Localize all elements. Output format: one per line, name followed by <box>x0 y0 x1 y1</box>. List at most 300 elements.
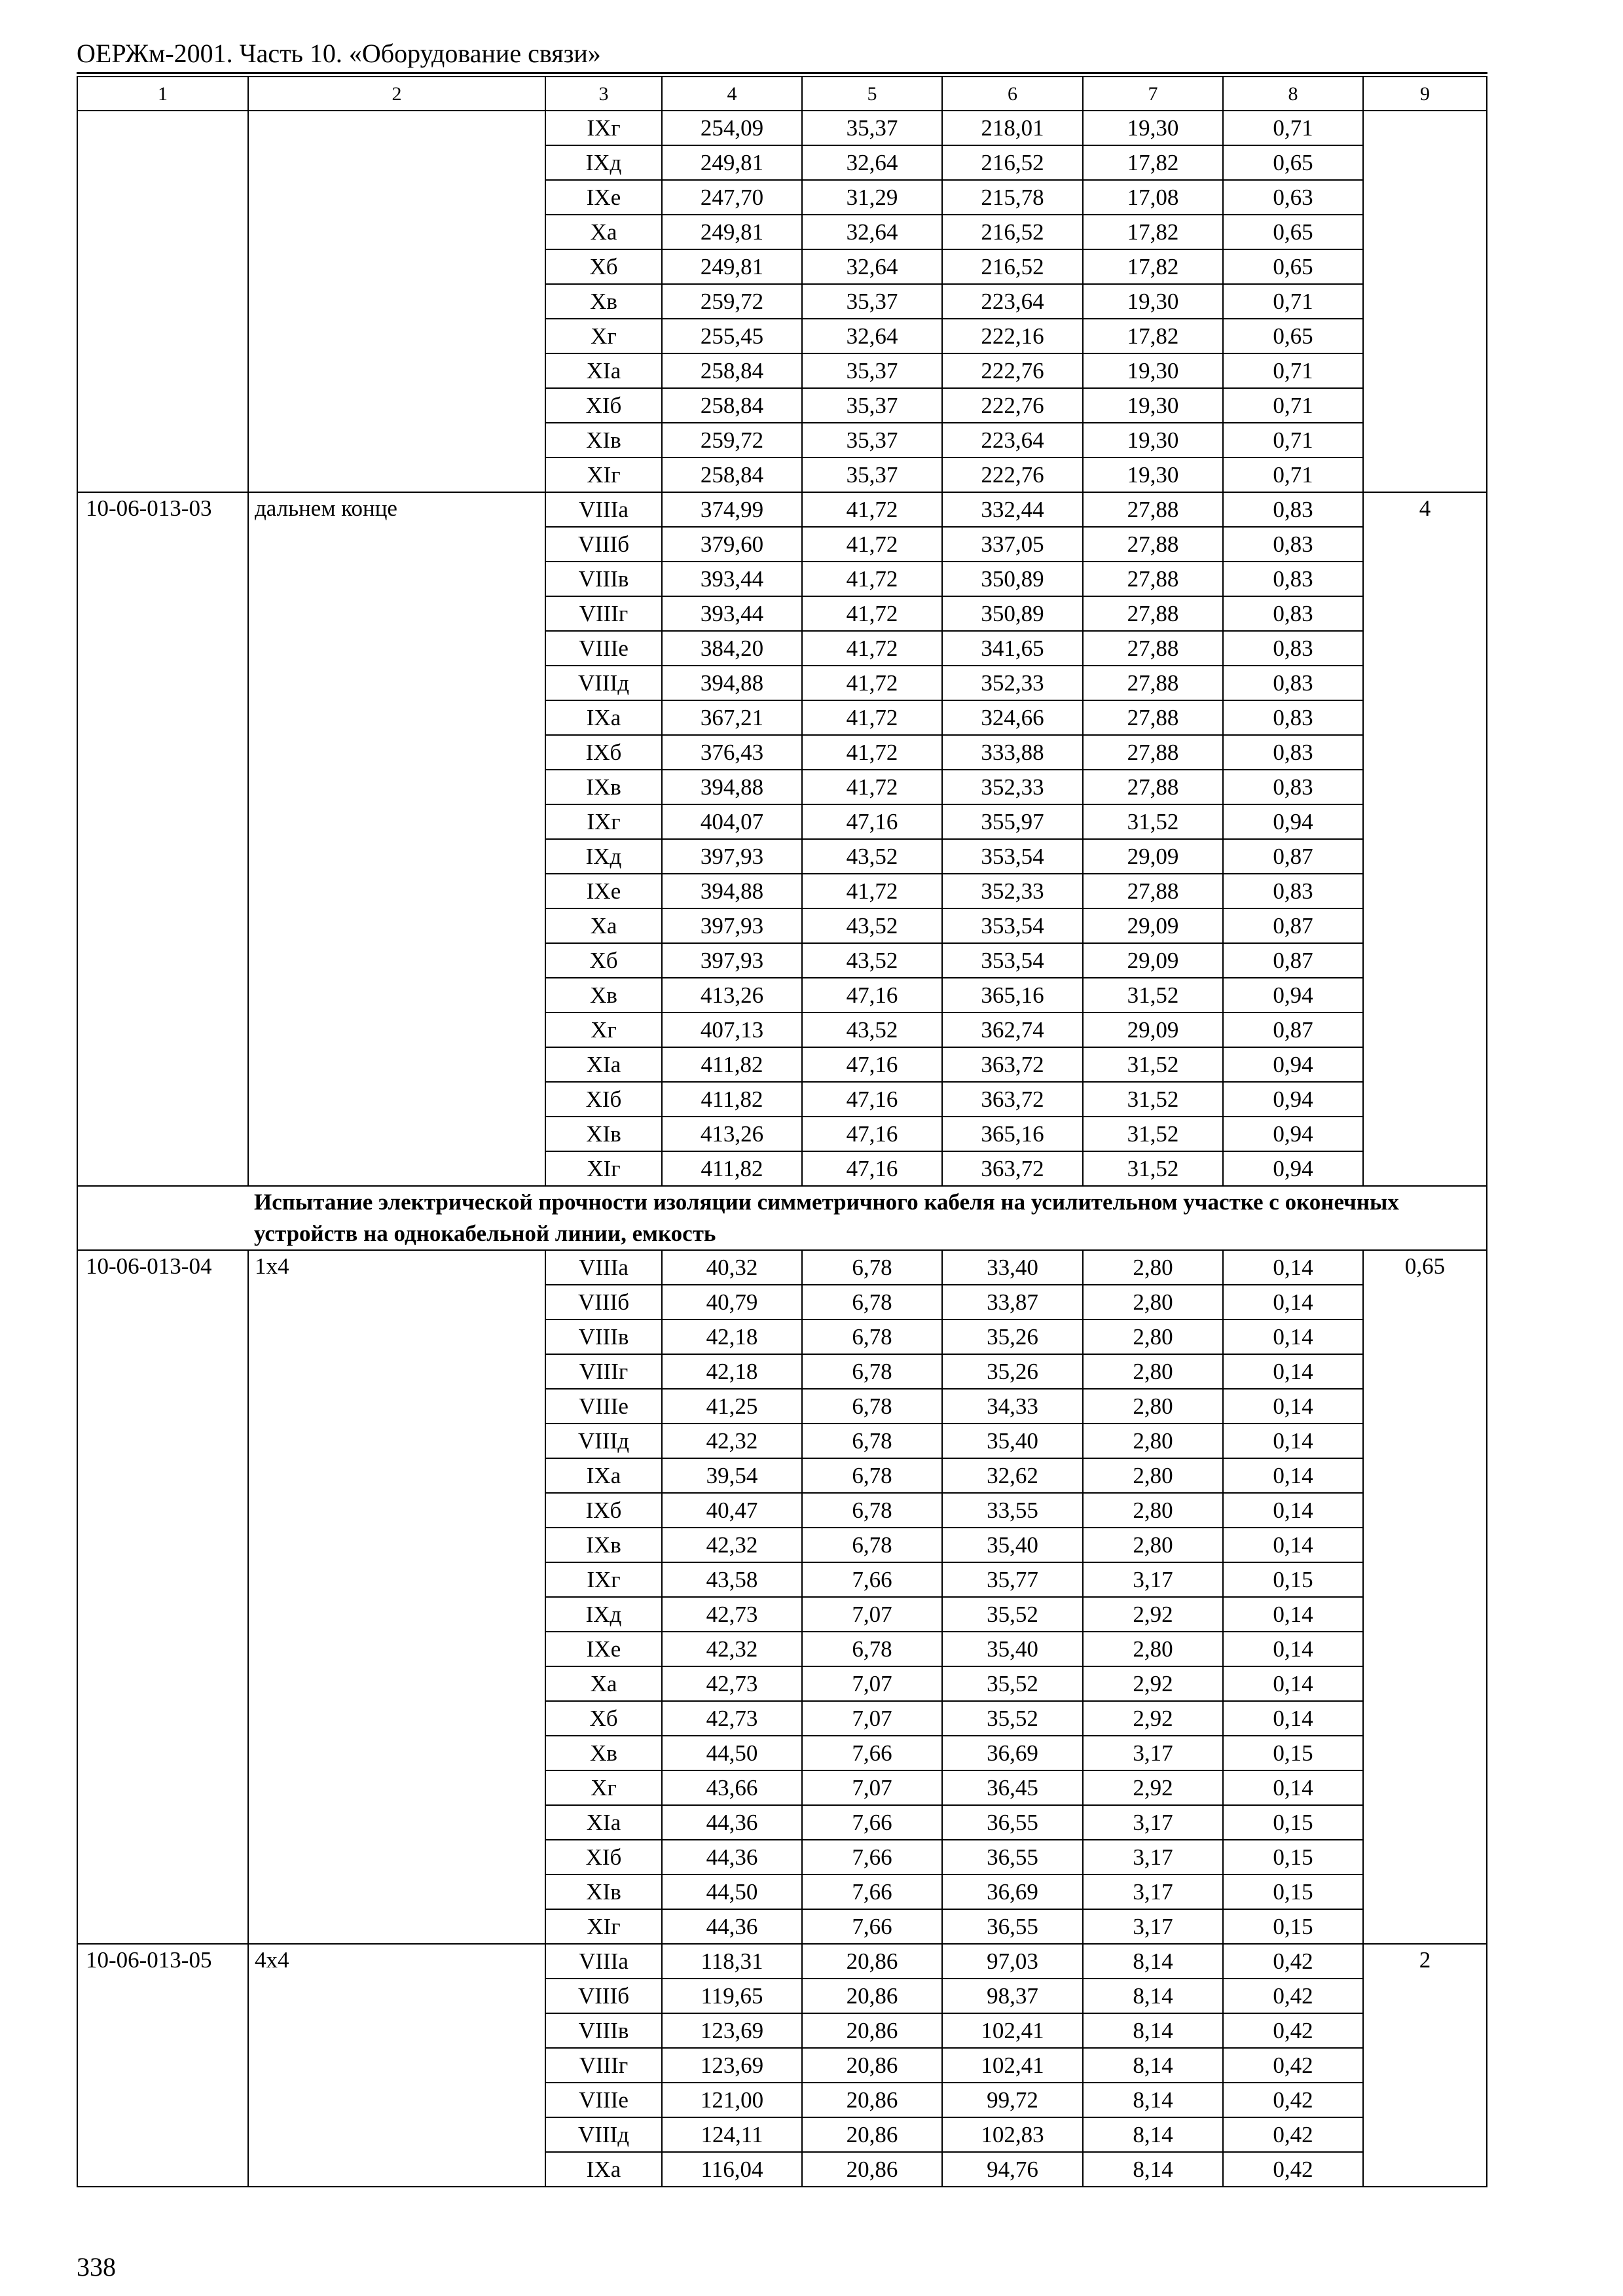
value-cell: 2,92 <box>1083 1666 1223 1701</box>
value-cell: 0,14 <box>1223 1493 1363 1528</box>
value-cell: 352,33 <box>942 874 1083 908</box>
value-cell: 20,86 <box>802 2117 942 2152</box>
value-cell: 44,36 <box>662 1805 802 1840</box>
value-cell: 0,15 <box>1223 1874 1363 1909</box>
value-cell: 27,88 <box>1083 700 1223 735</box>
value-cell: 43,52 <box>802 839 942 874</box>
zone-cell: Xа <box>545 215 662 249</box>
value-cell: 35,26 <box>942 1354 1083 1389</box>
value-cell: 0,42 <box>1223 1979 1363 2013</box>
value-cell: 27,88 <box>1083 596 1223 631</box>
value-cell: 31,52 <box>1083 1047 1223 1082</box>
value-cell: 19,30 <box>1083 353 1223 388</box>
value-cell: 352,33 <box>942 666 1083 700</box>
value-cell: 355,97 <box>942 804 1083 839</box>
value-cell: 35,52 <box>942 1701 1083 1736</box>
zone-cell: IXг <box>545 111 662 145</box>
value-cell: 365,16 <box>942 1117 1083 1151</box>
value-cell: 6,78 <box>802 1285 942 1319</box>
value-cell: 123,69 <box>662 2013 802 2048</box>
value-cell: 31,52 <box>1083 804 1223 839</box>
value-cell: 337,05 <box>942 527 1083 562</box>
value-cell: 43,52 <box>802 943 942 978</box>
value-cell: 44,36 <box>662 1909 802 1944</box>
value-cell: 215,78 <box>942 180 1083 215</box>
value-cell: 3,17 <box>1083 1840 1223 1874</box>
value-cell: 99,72 <box>942 2083 1083 2117</box>
value-cell: 35,77 <box>942 1562 1083 1597</box>
value-cell: 0,83 <box>1223 631 1363 666</box>
value-cell: 6,78 <box>802 1632 942 1666</box>
value-cell: 374,99 <box>662 492 802 527</box>
value-cell: 33,55 <box>942 1493 1083 1528</box>
zone-cell: Xг <box>545 1770 662 1805</box>
value-cell: 27,88 <box>1083 666 1223 700</box>
value-cell: 0,14 <box>1223 1458 1363 1493</box>
zone-cell: XIв <box>545 423 662 457</box>
value-cell: 47,16 <box>802 1082 942 1117</box>
value-cell: 2,80 <box>1083 1389 1223 1424</box>
zone-cell: IXе <box>545 1632 662 1666</box>
page-header: ОЕРЖм-2001. Часть 10. «Оборудование связи» <box>77 39 601 68</box>
value-cell: 397,93 <box>662 943 802 978</box>
value-cell: 7,07 <box>802 1701 942 1736</box>
zone-cell: VIIIд <box>545 666 662 700</box>
value-cell: 363,72 <box>942 1082 1083 1117</box>
value-cell: 0,87 <box>1223 839 1363 874</box>
column-number: 7 <box>1083 77 1223 111</box>
value-cell: 2,92 <box>1083 1770 1223 1805</box>
value-cell: 47,16 <box>802 1117 942 1151</box>
value-cell: 44,50 <box>662 1736 802 1770</box>
value-cell: 216,52 <box>942 249 1083 284</box>
value-cell: 3,17 <box>1083 1805 1223 1840</box>
value-cell: 29,09 <box>1083 839 1223 874</box>
value-cell: 31,52 <box>1083 1082 1223 1117</box>
value-cell: 6,78 <box>802 1389 942 1424</box>
value-cell: 27,88 <box>1083 770 1223 804</box>
value-cell: 350,89 <box>942 562 1083 596</box>
value-cell: 0,83 <box>1223 596 1363 631</box>
value-cell: 35,37 <box>802 457 942 492</box>
value-cell: 19,30 <box>1083 111 1223 145</box>
value-cell: 384,20 <box>662 631 802 666</box>
value-cell: 8,14 <box>1083 2048 1223 2083</box>
value-cell: 0,14 <box>1223 1250 1363 1285</box>
value-cell: 259,72 <box>662 423 802 457</box>
value-cell: 3,17 <box>1083 1909 1223 1944</box>
value-cell: 35,52 <box>942 1666 1083 1701</box>
zone-cell: XIб <box>545 1840 662 1874</box>
value-cell: 2,80 <box>1083 1250 1223 1285</box>
value-cell: 2,80 <box>1083 1493 1223 1528</box>
value-cell: 394,88 <box>662 666 802 700</box>
column-9-value: 2 <box>1363 1944 1487 2187</box>
value-cell: 42,73 <box>662 1666 802 1701</box>
zone-cell: IXд <box>545 839 662 874</box>
value-cell: 17,82 <box>1083 145 1223 180</box>
zone-cell: XIб <box>545 388 662 423</box>
value-cell: 33,87 <box>942 1285 1083 1319</box>
value-cell: 32,64 <box>802 249 942 284</box>
value-cell: 0,94 <box>1223 1117 1363 1151</box>
value-cell: 223,64 <box>942 284 1083 319</box>
value-cell: 222,76 <box>942 353 1083 388</box>
value-cell: 41,72 <box>802 596 942 631</box>
value-cell: 42,32 <box>662 1424 802 1458</box>
value-cell: 0,94 <box>1223 978 1363 1013</box>
value-cell: 0,71 <box>1223 423 1363 457</box>
value-cell: 47,16 <box>802 1047 942 1082</box>
value-cell: 6,78 <box>802 1424 942 1458</box>
zone-cell: Xа <box>545 1666 662 1701</box>
zone-cell: IXв <box>545 770 662 804</box>
zone-cell: Xб <box>545 943 662 978</box>
column-number: 6 <box>942 77 1083 111</box>
value-cell: 2,80 <box>1083 1458 1223 1493</box>
value-cell: 41,72 <box>802 735 942 770</box>
value-cell: 254,09 <box>662 111 802 145</box>
value-cell: 0,42 <box>1223 2152 1363 2187</box>
value-cell: 3,17 <box>1083 1874 1223 1909</box>
value-cell: 36,45 <box>942 1770 1083 1805</box>
zone-cell: IXд <box>545 145 662 180</box>
value-cell: 43,52 <box>802 908 942 943</box>
value-cell: 258,84 <box>662 353 802 388</box>
value-cell: 0,87 <box>1223 908 1363 943</box>
column-number: 4 <box>662 77 802 111</box>
zone-cell: VIIIб <box>545 1285 662 1319</box>
value-cell: 39,54 <box>662 1458 802 1493</box>
value-cell: 7,07 <box>802 1770 942 1805</box>
value-cell: 29,09 <box>1083 908 1223 943</box>
value-cell: 413,26 <box>662 1117 802 1151</box>
value-cell: 43,58 <box>662 1562 802 1597</box>
value-cell: 102,83 <box>942 2117 1083 2152</box>
value-cell: 36,69 <box>942 1736 1083 1770</box>
section-title: Испытание электрической прочности изоляции симметричного кабеля на усилительном участке с оконечных устройств на однокабельной линии, емкость <box>248 1186 1487 1250</box>
value-cell: 0,14 <box>1223 1528 1363 1562</box>
value-cell: 32,64 <box>802 319 942 353</box>
rate-code: 10-06-013-04 <box>77 1250 248 1944</box>
value-cell: 27,88 <box>1083 527 1223 562</box>
rate-code: 10-06-013-05 <box>77 1944 248 2187</box>
value-cell: 0,14 <box>1223 1597 1363 1632</box>
value-cell: 31,52 <box>1083 978 1223 1013</box>
value-cell: 352,33 <box>942 770 1083 804</box>
value-cell: 40,32 <box>662 1250 802 1285</box>
value-cell: 42,18 <box>662 1319 802 1354</box>
value-cell: 0,83 <box>1223 562 1363 596</box>
zone-cell: Xб <box>545 1701 662 1736</box>
value-cell: 0,42 <box>1223 1944 1363 1979</box>
value-cell: 41,72 <box>802 492 942 527</box>
zone-cell: Xг <box>545 319 662 353</box>
value-cell: 41,72 <box>802 770 942 804</box>
value-cell: 35,37 <box>802 353 942 388</box>
zone-cell: IXд <box>545 1597 662 1632</box>
value-cell: 17,82 <box>1083 319 1223 353</box>
value-cell: 333,88 <box>942 735 1083 770</box>
value-cell: 118,31 <box>662 1944 802 1979</box>
zone-cell: VIIIв <box>545 1319 662 1354</box>
value-cell: 8,14 <box>1083 2117 1223 2152</box>
value-cell: 0,15 <box>1223 1840 1363 1874</box>
value-cell: 259,72 <box>662 284 802 319</box>
value-cell: 324,66 <box>942 700 1083 735</box>
value-cell: 35,52 <box>942 1597 1083 1632</box>
value-cell: 0,42 <box>1223 2048 1363 2083</box>
value-cell: 0,65 <box>1223 249 1363 284</box>
column-number: 2 <box>248 77 545 111</box>
zone-cell: IXб <box>545 1493 662 1528</box>
value-cell: 98,37 <box>942 1979 1083 2013</box>
value-cell: 119,65 <box>662 1979 802 2013</box>
value-cell: 47,16 <box>802 1151 942 1186</box>
value-cell: 36,55 <box>942 1840 1083 1874</box>
zone-cell: VIIIб <box>545 1979 662 2013</box>
value-cell: 36,55 <box>942 1805 1083 1840</box>
value-cell: 223,64 <box>942 423 1083 457</box>
value-cell: 8,14 <box>1083 1944 1223 1979</box>
zone-cell: XIв <box>545 1874 662 1909</box>
zone-cell: VIIIа <box>545 492 662 527</box>
zone-cell: VIIIа <box>545 1250 662 1285</box>
value-cell: 397,93 <box>662 839 802 874</box>
value-cell: 35,26 <box>942 1319 1083 1354</box>
value-cell: 8,14 <box>1083 2013 1223 2048</box>
value-cell: 41,72 <box>802 874 942 908</box>
value-cell: 44,36 <box>662 1840 802 1874</box>
value-cell: 247,70 <box>662 180 802 215</box>
value-cell: 19,30 <box>1083 457 1223 492</box>
zone-cell: VIIIе <box>545 631 662 666</box>
value-cell: 216,52 <box>942 145 1083 180</box>
zone-cell: IXе <box>545 874 662 908</box>
value-cell: 19,30 <box>1083 284 1223 319</box>
zone-cell: VIIIг <box>545 596 662 631</box>
zone-cell: IXв <box>545 1528 662 1562</box>
value-cell: 31,52 <box>1083 1117 1223 1151</box>
value-cell: 332,44 <box>942 492 1083 527</box>
column-9-value <box>1363 111 1487 492</box>
value-cell: 222,76 <box>942 388 1083 423</box>
value-cell: 47,16 <box>802 804 942 839</box>
value-cell: 0,15 <box>1223 1736 1363 1770</box>
value-cell: 0,83 <box>1223 666 1363 700</box>
value-cell: 353,54 <box>942 839 1083 874</box>
value-cell: 0,94 <box>1223 1082 1363 1117</box>
zone-cell: XIа <box>545 1047 662 1082</box>
value-cell: 362,74 <box>942 1013 1083 1047</box>
zone-cell: VIIIд <box>545 2117 662 2152</box>
zone-cell: VIIIб <box>545 527 662 562</box>
value-cell: 249,81 <box>662 215 802 249</box>
value-cell: 32,62 <box>942 1458 1083 1493</box>
value-cell: 27,88 <box>1083 735 1223 770</box>
value-cell: 42,18 <box>662 1354 802 1389</box>
column-9-value: 0,65 <box>1363 1250 1487 1944</box>
value-cell: 34,33 <box>942 1389 1083 1424</box>
zone-cell: IXг <box>545 804 662 839</box>
value-cell: 218,01 <box>942 111 1083 145</box>
value-cell: 0,14 <box>1223 1354 1363 1389</box>
value-cell: 0,63 <box>1223 180 1363 215</box>
value-cell: 44,50 <box>662 1874 802 1909</box>
value-cell: 376,43 <box>662 735 802 770</box>
value-cell: 0,83 <box>1223 700 1363 735</box>
value-cell: 0,94 <box>1223 804 1363 839</box>
column-number: 8 <box>1223 77 1363 111</box>
value-cell: 35,37 <box>802 423 942 457</box>
value-cell: 258,84 <box>662 388 802 423</box>
value-cell: 394,88 <box>662 874 802 908</box>
value-cell: 258,84 <box>662 457 802 492</box>
value-cell: 413,26 <box>662 978 802 1013</box>
value-cell: 0,42 <box>1223 2117 1363 2152</box>
zone-cell: IXа <box>545 1458 662 1493</box>
value-cell: 42,73 <box>662 1597 802 1632</box>
value-cell: 222,16 <box>942 319 1083 353</box>
value-cell: 404,07 <box>662 804 802 839</box>
zone-cell: Xа <box>545 908 662 943</box>
value-cell: 3,17 <box>1083 1736 1223 1770</box>
value-cell: 6,78 <box>802 1528 942 1562</box>
value-cell: 20,86 <box>802 2083 942 2117</box>
value-cell: 3,17 <box>1083 1562 1223 1597</box>
value-cell: 0,15 <box>1223 1909 1363 1944</box>
value-cell: 7,66 <box>802 1736 942 1770</box>
value-cell: 7,07 <box>802 1666 942 1701</box>
page-number: 338 <box>77 2252 116 2282</box>
value-cell: 411,82 <box>662 1047 802 1082</box>
rate-name: дальнем конце <box>248 492 545 1186</box>
section-row <box>77 1186 1487 1250</box>
value-cell: 32,64 <box>802 145 942 180</box>
value-cell: 222,76 <box>942 457 1083 492</box>
value-cell: 20,86 <box>802 2048 942 2083</box>
zone-cell: Xб <box>545 249 662 284</box>
value-cell: 42,73 <box>662 1701 802 1736</box>
value-cell: 255,45 <box>662 319 802 353</box>
value-cell: 8,14 <box>1083 2083 1223 2117</box>
zone-cell: VIIIе <box>545 2083 662 2117</box>
value-cell: 40,47 <box>662 1493 802 1528</box>
value-cell: 0,14 <box>1223 1632 1363 1666</box>
table-row <box>77 1250 1487 1285</box>
zone-cell: Xв <box>545 978 662 1013</box>
zone-cell: IXе <box>545 180 662 215</box>
value-cell: 0,83 <box>1223 527 1363 562</box>
zone-cell: VIIIг <box>545 1354 662 1389</box>
value-cell: 94,76 <box>942 2152 1083 2187</box>
value-cell: 6,78 <box>802 1319 942 1354</box>
value-cell: 0,42 <box>1223 2083 1363 2117</box>
value-cell: 0,83 <box>1223 770 1363 804</box>
value-cell: 7,66 <box>802 1562 942 1597</box>
zone-cell: IXг <box>545 1562 662 1597</box>
zone-cell: XIг <box>545 1909 662 1944</box>
zone-cell: XIг <box>545 457 662 492</box>
zone-cell: VIIIа <box>545 1944 662 1979</box>
value-cell: 393,44 <box>662 596 802 631</box>
rate-code <box>77 111 248 492</box>
zone-cell: VIIIд <box>545 1424 662 1458</box>
value-cell: 8,14 <box>1083 1979 1223 2013</box>
value-cell: 379,60 <box>662 527 802 562</box>
value-cell: 6,78 <box>802 1493 942 1528</box>
value-cell: 2,80 <box>1083 1528 1223 1562</box>
value-cell: 17,08 <box>1083 180 1223 215</box>
value-cell: 17,82 <box>1083 249 1223 284</box>
column-number-row <box>77 77 1487 111</box>
value-cell: 6,78 <box>802 1250 942 1285</box>
value-cell: 35,40 <box>942 1424 1083 1458</box>
value-cell: 0,94 <box>1223 1151 1363 1186</box>
value-cell: 41,72 <box>802 562 942 596</box>
value-cell: 0,65 <box>1223 215 1363 249</box>
value-cell: 0,14 <box>1223 1666 1363 1701</box>
value-cell: 35,37 <box>802 388 942 423</box>
value-cell: 0,14 <box>1223 1319 1363 1354</box>
value-cell: 41,72 <box>802 527 942 562</box>
value-cell: 41,72 <box>802 700 942 735</box>
value-cell: 7,66 <box>802 1874 942 1909</box>
zone-cell: VIIIв <box>545 2013 662 2048</box>
value-cell: 2,80 <box>1083 1424 1223 1458</box>
value-cell: 363,72 <box>942 1047 1083 1082</box>
value-cell: 367,21 <box>662 700 802 735</box>
value-cell: 2,80 <box>1083 1632 1223 1666</box>
value-cell: 0,14 <box>1223 1424 1363 1458</box>
value-cell: 47,16 <box>802 978 942 1013</box>
value-cell: 0,15 <box>1223 1805 1363 1840</box>
value-cell: 0,14 <box>1223 1770 1363 1805</box>
zone-cell: IXа <box>545 2152 662 2187</box>
value-cell: 121,00 <box>662 2083 802 2117</box>
value-cell: 2,92 <box>1083 1701 1223 1736</box>
value-cell: 41,72 <box>802 631 942 666</box>
value-cell: 249,81 <box>662 249 802 284</box>
value-cell: 0,94 <box>1223 1047 1363 1082</box>
zone-cell: XIа <box>545 1805 662 1840</box>
value-cell: 27,88 <box>1083 492 1223 527</box>
table-row <box>77 111 1487 145</box>
value-cell: 0,83 <box>1223 735 1363 770</box>
value-cell: 36,55 <box>942 1909 1083 1944</box>
value-cell: 363,72 <box>942 1151 1083 1186</box>
value-cell: 353,54 <box>942 943 1083 978</box>
value-cell: 6,78 <box>802 1458 942 1493</box>
zone-cell: VIIIг <box>545 2048 662 2083</box>
zone-cell: Xв <box>545 284 662 319</box>
rates-table <box>77 76 1487 2187</box>
table-row <box>77 492 1487 527</box>
value-cell: 0,14 <box>1223 1701 1363 1736</box>
value-cell: 36,69 <box>942 1874 1083 1909</box>
value-cell: 0,71 <box>1223 388 1363 423</box>
zone-cell: VIIIе <box>545 1389 662 1424</box>
value-cell: 0,65 <box>1223 145 1363 180</box>
value-cell: 7,66 <box>802 1840 942 1874</box>
value-cell: 2,80 <box>1083 1319 1223 1354</box>
rate-name <box>248 111 545 492</box>
value-cell: 123,69 <box>662 2048 802 2083</box>
value-cell: 0,87 <box>1223 943 1363 978</box>
value-cell: 341,65 <box>942 631 1083 666</box>
zone-cell: IXб <box>545 735 662 770</box>
value-cell: 350,89 <box>942 596 1083 631</box>
